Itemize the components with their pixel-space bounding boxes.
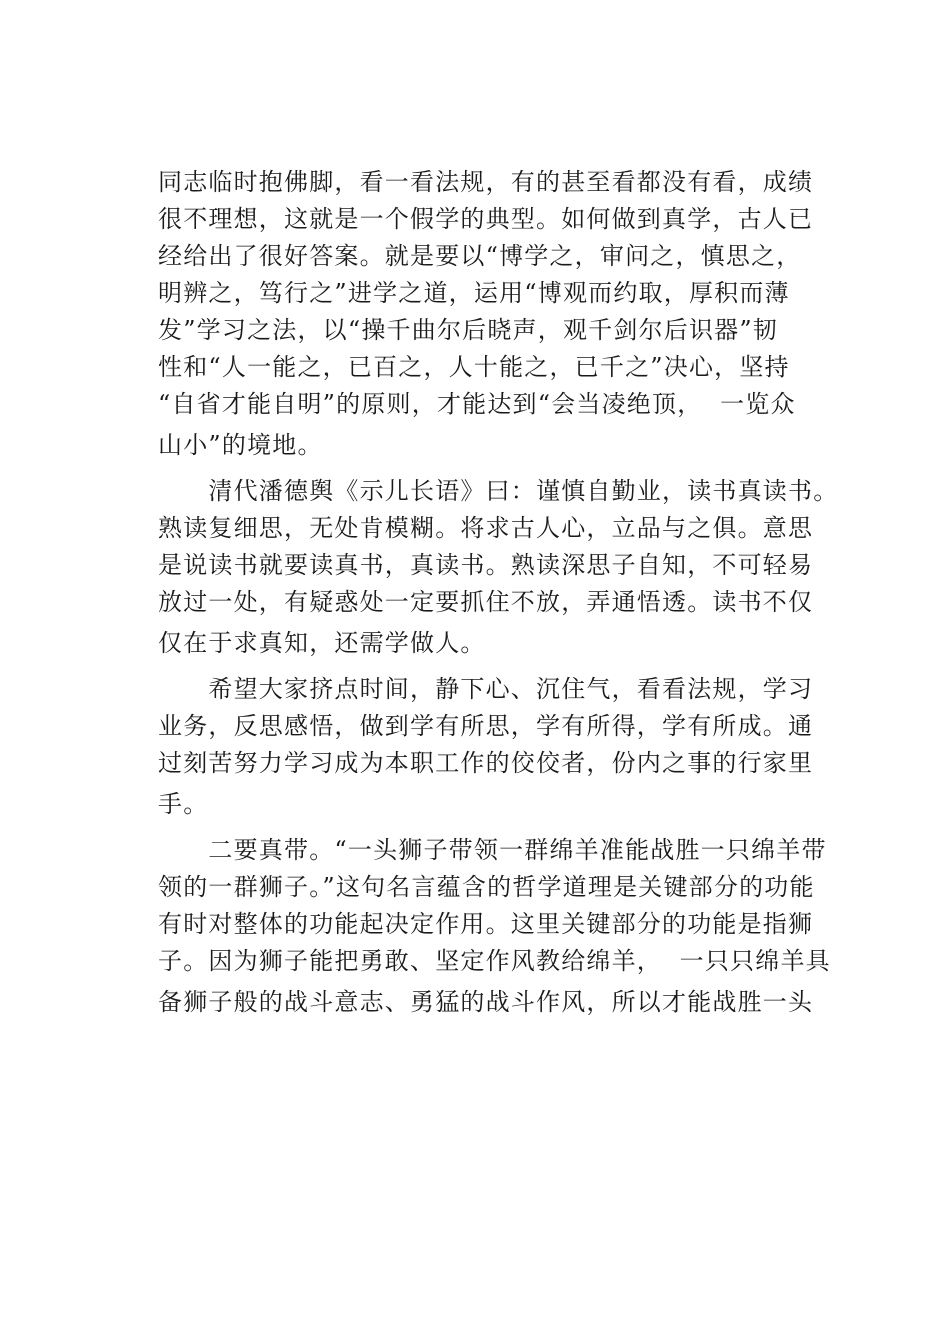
paragraph-4 [158,836,831,1016]
text-line: 放过一处，有疑惑处一定要抓住不放，弄通悟透。读书不仅 [158,588,814,616]
text-line: 发”学习之法，以“操千曲尔后晓声，观千剑尔后识器”韧 [158,316,779,344]
paragraph-2 [158,477,839,657]
text-line: 明辨之，笃行之”进学之道，运用“博观而约取，厚积而薄 [158,279,790,307]
text-line: 领的一群狮子。”这句名言蕴含的哲学道理是关键部分的功能 [158,873,815,901]
text-line: “自省才能自明”的原则，才能达到“会当凌绝顶， 一览众 [158,390,796,418]
text-line: 性和“人一能之，已百之，人十能之，已千之”决心，坚持 [158,353,790,381]
paragraph-1 [158,168,828,459]
text-line: 仅在于求真知，还需学做人。 [158,629,486,657]
text-line: 很不理想，这就是一个假学的典型。如何做到真学，古人已 [158,205,814,233]
text-line: 二要真带。“一头狮子带领一群绵羊准能战胜一只绵羊带 [158,836,827,864]
text-line: 是说读书就要读真书，真读书。熟读深思子自知，不可轻易 [158,551,814,579]
text-line: 过刻苦努力学习成为本职工作的佼佼者，份内之事的行家里 [158,749,814,777]
text-line: 经给出了很好答案。就是要以“博学之，审问之，慎思之， [158,242,802,270]
text-line: 业务，反思感悟，做到学有所思，学有所得，学有所成。通 [158,712,814,740]
text-line: 希望大家挤点时间，静下心、沉住气，看看法规，学习 [158,675,814,703]
text-line: 清代潘德舆《示儿长语》曰：谨慎自勤业，读书真读书。 [158,477,839,505]
text-line: 手。 [158,790,209,818]
text-line: 有时对整体的功能起决定作用。这里关键部分的功能是指狮 [158,910,814,938]
text-line: 山小”的境地。 [158,431,323,459]
text-line: 备狮子般的战斗意志、勇猛的战斗作风，所以才能战胜一头 [158,988,814,1016]
text-line: 子。因为狮子能把勇敢、坚定作风教给绵羊， 一只只绵羊具 [158,947,831,975]
document-body [158,168,839,1034]
paragraph-3 [158,675,828,818]
text-line: 同志临时抱佛脚，看一看法规，有的甚至看都没有看，成绩 [158,168,814,196]
text-line: 熟读复细思，无处肯模糊。将求古人心，立品与之俱。意思 [158,514,814,542]
